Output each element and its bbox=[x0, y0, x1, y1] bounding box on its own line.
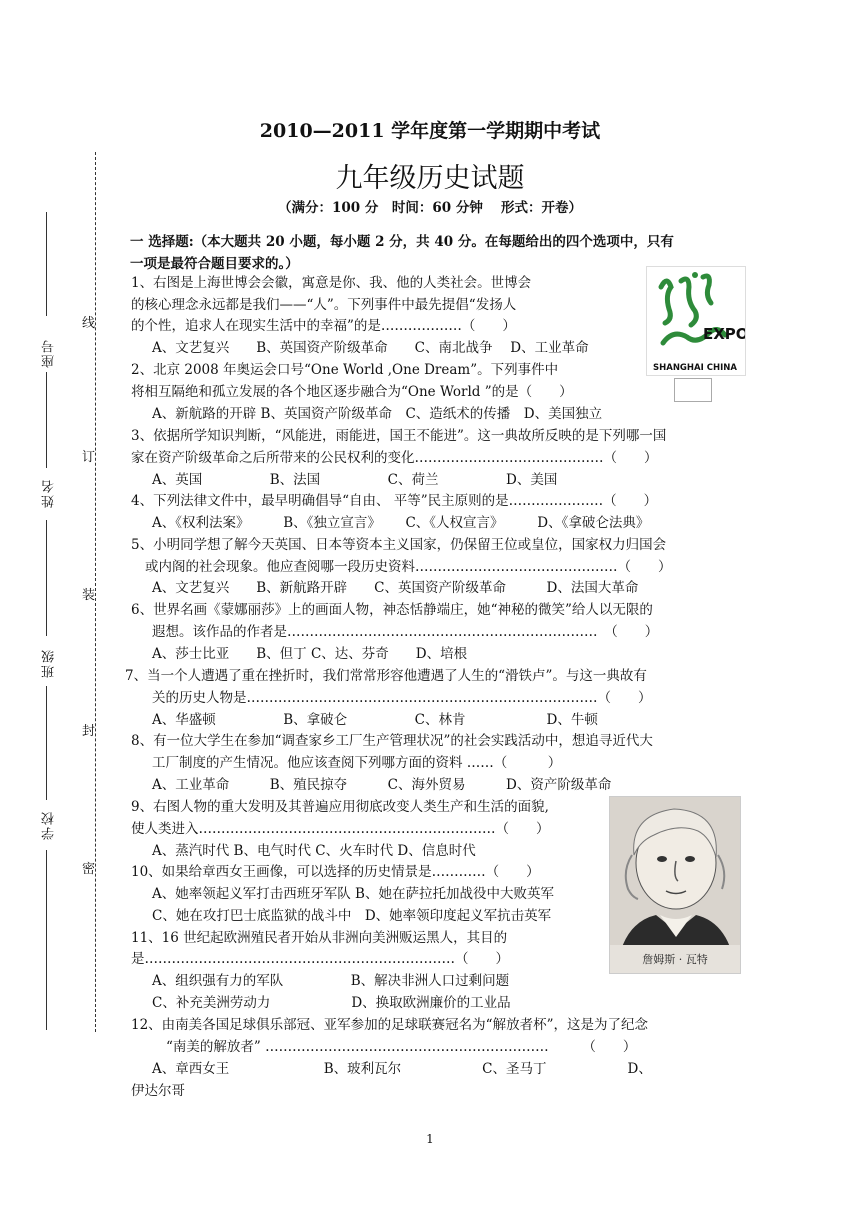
exam-title: 2010—2011 学年度第一学期期中考试 bbox=[259, 120, 601, 142]
logo-text-main: EXPO bbox=[703, 325, 745, 343]
page-number: 1 bbox=[426, 1132, 434, 1146]
q6-options: A、莎士比亚 B、但丁 C、达、芬奇 D、培根 bbox=[152, 646, 468, 662]
section-heading-line1: 一 选择题:（本大题共 20 小题，每小题 2 分，共 40 分。在每题给出的四个选项中，只有 bbox=[130, 234, 674, 250]
q9-options: A、蒸汽时代 B、电气时代 C、火车时代 D、信息时代 bbox=[152, 843, 476, 859]
seat-number-blank[interactable] bbox=[46, 212, 47, 316]
q4-options: A、《权利法案》 B、《独立宣言》 C、《人权宣言》 D、《拿破仑法典》 bbox=[152, 515, 650, 531]
q1-line1: 1、右图是上海世博会会徽，寓意是你、我、他的人类社会。世博会 bbox=[131, 275, 532, 291]
section-heading-line2: 一项是最符合题目要求的。） bbox=[130, 256, 299, 272]
seal-char-zhuang: 装 bbox=[82, 588, 96, 603]
q2-line1: 2、北京 2008 年奥运会口号“One World ,One Dream”。下列事件中 bbox=[131, 362, 559, 378]
small-image-placeholder bbox=[674, 378, 712, 402]
q6-line1: 6、世界名画《蒙娜丽莎》上的画面人物，神态恬静端庄，她“神秘的微笑”给人以无限的 bbox=[131, 602, 653, 618]
q10-options-ab: A、她率领起义军打击西班牙军队 B、她在萨拉托加战役中大败英军 bbox=[152, 886, 554, 902]
name-blank[interactable] bbox=[46, 372, 47, 468]
q1-line2: 的核心理念永远都是我们——“人”。下列事件中最先提倡“发扬人 bbox=[131, 297, 517, 313]
exam-info: （满分：100 分 时间：60 分钟 形式：开卷） bbox=[277, 200, 583, 216]
q5-line2: 或内阁的社会现象。他应查阅哪一段历史资料………………………………………（ ） bbox=[145, 559, 672, 575]
q2-line2: 将相互隔绝和孤立发展的各个地区逐步融合为“One World ”的是（ ） bbox=[131, 384, 573, 400]
q1-line3: 的个性，追求人在现实生活中的幸福”的是………………（ ） bbox=[131, 318, 516, 334]
q7-line1: 7、当一个人遭遇了重在挫折时，我们常常形容他遭遇了人生的“滑铁卢”。与这一典故有 bbox=[125, 668, 647, 684]
q9-line1: 9、右图人物的重大发明及其普遍应用彻底改变人类生产和生活的面貌, bbox=[131, 799, 549, 815]
q8-line2: 工厂制度的产生情况。他应该查阅下列哪方面的资料 ……（ ） bbox=[152, 755, 562, 771]
q7-line2: 关的历史人物是……………………………………………………………………（ ） bbox=[152, 690, 652, 706]
q12-line1: 12、由南美各国足球俱乐部冠、亚军参加的足球联赛冠名为“解放者杯”，这是为了纪念 bbox=[131, 1017, 648, 1033]
q10-options-cd: C、她在攻打巴士底监狱的战斗中 D、她率领印度起义军抗击英军 bbox=[152, 908, 552, 924]
q2-options: A、新航路的开辟 B、英国资产阶级革命 C、造纸术的传播 D、美国独立 bbox=[152, 406, 603, 422]
q12-options-cont: 伊达尔哥 bbox=[131, 1083, 185, 1099]
q11-options-ab: A、组织强有力的军队 B、解决非洲人口过剩问题 bbox=[152, 973, 510, 989]
q8-line1: 8、有一位大学生在参加“调查家乡工厂生产管理状况”的社会实践活动中，想追寻近代大 bbox=[131, 733, 653, 749]
seal-char-ding: 订 bbox=[82, 450, 96, 465]
school-label: 学校 bbox=[42, 810, 57, 840]
name-label: 姓名 bbox=[42, 478, 57, 508]
portrait-james-watt bbox=[609, 796, 741, 974]
q10-line1: 10、如果给章西女王画像，可以选择的历史情景是…………（ ） bbox=[131, 864, 540, 880]
binding-dashed-line bbox=[95, 152, 96, 1032]
q5-line1: 5、小明同学想了解今天英国、日本等资本主义国家，仍保留王位或皇位，国家权力归国会 bbox=[131, 537, 667, 553]
q12-line2: “南美的解放者” ……………………………………………………… （ ） bbox=[166, 1039, 637, 1055]
logo-text-sub: SHANGHAI CHINA bbox=[653, 363, 737, 373]
q6-line2: 遐想。该作品的作者是…………………………………………………………… （ ） bbox=[152, 624, 659, 640]
class-blank[interactable] bbox=[46, 520, 47, 636]
subject-title: 九年级历史试题 bbox=[335, 163, 525, 194]
q12-options: A、章西女王 B、玻利瓦尔 C、圣马丁 D、 bbox=[152, 1061, 652, 1077]
q3-options: A、英国 B、法国 C、荷兰 D、美国 bbox=[152, 472, 558, 488]
seal-char-feng: 封 bbox=[82, 724, 96, 739]
q9-line2: 使人类进入…………………………………………………………（ ） bbox=[131, 821, 550, 837]
q5-options: A、文艺复兴 B、新航路开辟 C、英国资产阶级革命 D、法国大革命 bbox=[152, 580, 639, 596]
extra-blank bbox=[46, 850, 47, 1030]
q8-options: A、工业革命 B、殖民掠夺 C、海外贸易 D、资产阶级革命 bbox=[152, 777, 612, 793]
q11-line1: 11、16 世纪起欧洲殖民者开始从非洲向美洲贩运黑人，其目的 bbox=[131, 930, 508, 946]
portrait-caption: 詹姆斯 · 瓦特 bbox=[642, 953, 708, 966]
q3-line2: 家在资产阶级革命之后所带来的公民权利的变化……………………………………（ ） bbox=[131, 450, 658, 466]
q11-options-cd: C、补充美洲劳动力 D、换取欧洲廉价的工业品 bbox=[152, 995, 511, 1011]
class-label: 班级 bbox=[42, 648, 57, 678]
school-blank[interactable] bbox=[46, 686, 47, 800]
q3-line1: 3、依据所学知识判断，“风能进，雨能进，国王不能进”。这一典故所反映的是下列哪一国 bbox=[131, 428, 667, 444]
q7-options: A、华盛顿 B、拿破仑 C、林肯 D、牛顿 bbox=[152, 712, 598, 728]
q11-line2: 是……………………………………………………………（ ） bbox=[131, 951, 509, 967]
portrait-graphic bbox=[610, 797, 740, 973]
q4-line1: 4、下列法律文件中，最早明确倡导“自由、 平等”民主原则的是…………………（ ） bbox=[131, 493, 658, 509]
expo-logo-graphic bbox=[647, 267, 745, 375]
seal-char-line: 线 bbox=[82, 316, 96, 331]
q1-options: A、文艺复兴 B、英国资产阶级革命 C、南北战争 D、工业革命 bbox=[152, 340, 589, 356]
seal-char-mi: 密 bbox=[82, 862, 96, 877]
seat-number-label: 座号 bbox=[42, 338, 57, 368]
expo-logo bbox=[646, 266, 746, 376]
